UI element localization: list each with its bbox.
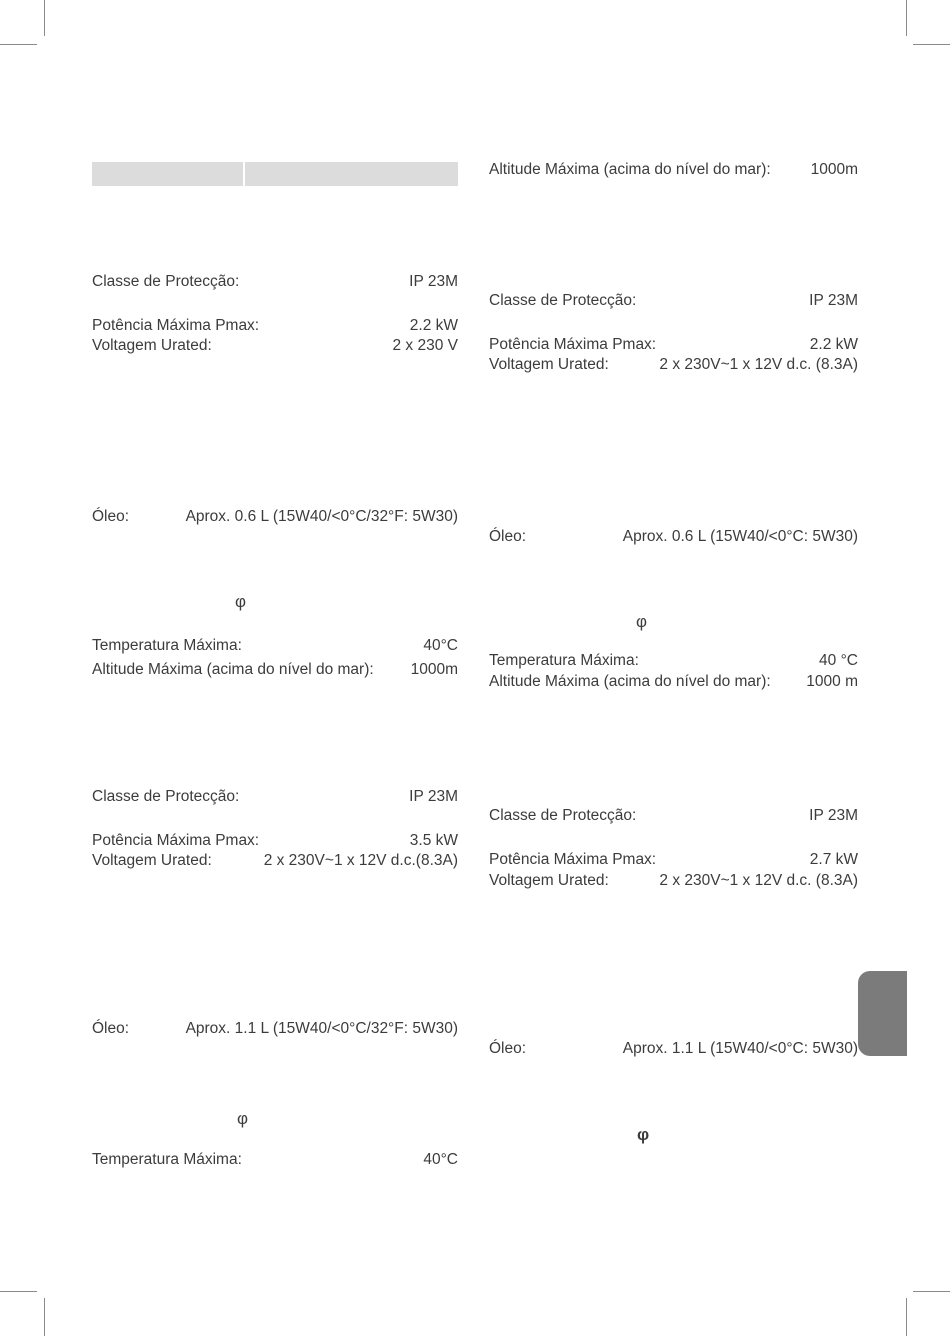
spec-label: Óleo: <box>92 1020 130 1037</box>
spec-label: Óleo: <box>489 528 527 545</box>
spec-row <box>489 1039 858 1059</box>
spec-row <box>92 1150 458 1170</box>
spec-row <box>92 316 458 336</box>
crop-mark-top-left-horizontal <box>0 44 37 45</box>
spec-row <box>92 851 458 871</box>
crop-mark-bottom-right-vertical <box>906 1298 907 1336</box>
spec-label: Altitude Máxima (acima do nível do mar): <box>489 673 771 690</box>
spec-row <box>489 291 858 311</box>
spec-value: 2.2 kW <box>409 317 458 334</box>
spec-row <box>92 636 458 656</box>
phi-symbol: φ <box>235 592 247 611</box>
spec-row <box>92 787 458 807</box>
spec-row <box>489 871 858 891</box>
spec-label: Classe de Protecção: <box>92 788 240 805</box>
right-column <box>489 0 858 1336</box>
section-thumb-tab <box>858 971 907 1056</box>
spec-value: Aprox. 1.1 L (15W40/<0°C/32°F: 5W30) <box>185 1020 458 1037</box>
spec-row <box>489 160 858 180</box>
crop-mark-top-left-vertical <box>44 0 45 36</box>
phi-symbol: φ <box>636 612 648 631</box>
spec-label: Voltagem Urated: <box>92 852 212 869</box>
spec-label: Óleo: <box>489 1040 527 1057</box>
spec-value: 2 x 230V~1 x 12V d.c.(8.3A) <box>263 852 458 869</box>
spec-row <box>92 660 458 680</box>
spec-label: Potência Máxima Pmax: <box>489 851 657 868</box>
spec-row <box>489 672 858 692</box>
spec-row <box>489 850 858 870</box>
spec-label: Potência Máxima Pmax: <box>92 832 260 849</box>
spec-label: Altitude Máxima (acima do nível do mar): <box>92 661 374 678</box>
spec-value: 40°C <box>423 1151 458 1168</box>
crop-mark-bottom-right-horizontal <box>913 1291 950 1292</box>
spec-value: 2 x 230 V <box>392 337 458 354</box>
spec-label: Potência Máxima Pmax: <box>92 317 260 334</box>
spec-label: Classe de Protecção: <box>489 292 637 309</box>
left-column <box>92 0 458 1336</box>
spec-value: 40 °C <box>819 652 858 669</box>
spec-row <box>489 806 858 826</box>
spec-value: IP 23M <box>809 807 858 824</box>
spec-row <box>92 272 458 292</box>
spec-row <box>92 336 458 356</box>
spec-row <box>92 507 458 527</box>
spec-value: Aprox. 1.1 L (15W40/<0°C: 5W30) <box>622 1040 858 1057</box>
spec-row <box>489 335 858 355</box>
spec-label: Classe de Protecção: <box>489 807 637 824</box>
spec-value: 2.2 kW <box>809 336 858 353</box>
spec-label: Voltagem Urated: <box>489 872 609 889</box>
crop-mark-bottom-left-vertical <box>44 1298 45 1336</box>
spec-value: IP 23M <box>809 292 858 309</box>
spec-row <box>92 831 458 851</box>
crop-mark-top-right-vertical <box>906 0 907 36</box>
crop-mark-bottom-left-horizontal <box>0 1291 37 1292</box>
spec-row <box>489 527 858 547</box>
spec-value: 40°C <box>423 637 458 654</box>
spec-label: Voltagem Urated: <box>489 356 609 373</box>
spec-value: 1000m <box>410 661 458 678</box>
phi-symbol: φ <box>637 1125 650 1144</box>
crop-mark-top-right-horizontal <box>913 44 950 45</box>
spec-value: 1000m <box>810 161 858 178</box>
spec-label: Classe de Protecção: <box>92 273 240 290</box>
spec-row <box>92 1019 458 1039</box>
spec-value: 3.5 kW <box>409 832 458 849</box>
spec-value: 2 x 230V~1 x 12V d.c. (8.3A) <box>659 872 858 889</box>
spec-value: IP 23M <box>409 273 458 290</box>
spec-label: Potência Máxima Pmax: <box>489 336 657 353</box>
spec-value: 2 x 230V~1 x 12V d.c. (8.3A) <box>659 356 858 373</box>
phi-symbol: φ <box>237 1109 249 1128</box>
spec-label: Voltagem Urated: <box>92 337 212 354</box>
spec-value: 1000 m <box>806 673 858 690</box>
spec-value: 2.7 kW <box>809 851 858 868</box>
spec-label: Temperatura Máxima: <box>92 637 242 654</box>
spec-value: Aprox. 0.6 L (15W40/<0°C/32°F: 5W30) <box>185 508 458 525</box>
spec-label: Temperatura Máxima: <box>489 652 639 669</box>
spec-row <box>489 355 858 375</box>
spec-label: Temperatura Máxima: <box>92 1151 242 1168</box>
spec-value: Aprox. 0.6 L (15W40/<0°C: 5W30) <box>622 528 858 545</box>
spec-value: IP 23M <box>409 788 458 805</box>
spec-label: Altitude Máxima (acima do nível do mar): <box>489 161 771 178</box>
spec-label: Óleo: <box>92 508 130 525</box>
spec-row <box>489 651 858 671</box>
